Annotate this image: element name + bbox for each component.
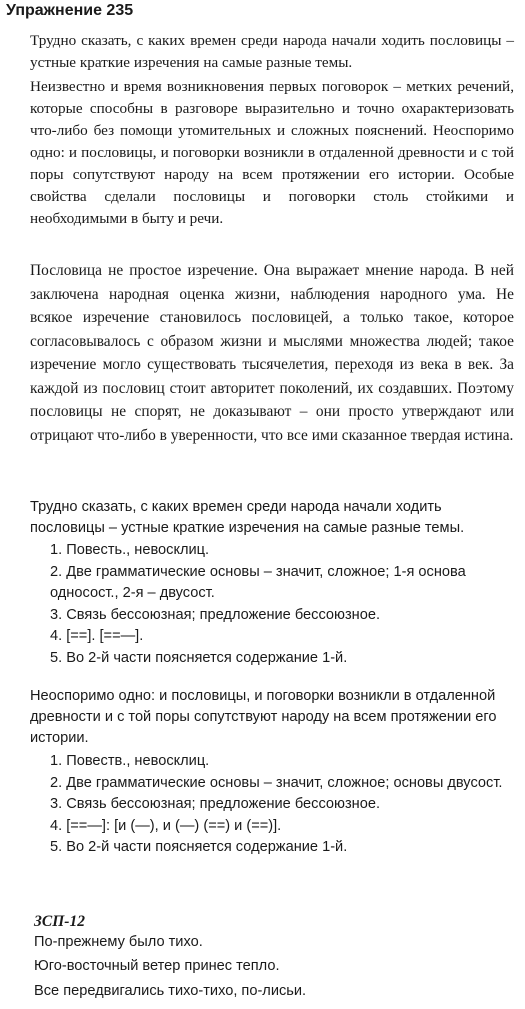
analysis-item: 5. Во 2-й части поясняется содержание 1-й. — [50, 649, 348, 666]
analysis-item: 2. Две грамматические основы – значит, сложное; 1-я основа односост., 2-я – двусост. — [50, 563, 466, 601]
analysis-item: 1. Повеств., невосклиц. — [50, 753, 210, 769]
zsp-example-3: Все передвигались тихо-тихо, по-лисьи. — [34, 983, 307, 999]
exercise-title: Упражнение 235 — [6, 2, 134, 19]
analysis-item: 1. Повесть., невосклиц. — [50, 542, 210, 558]
analysis-item: 4. [==—]: [и (—), и (—) (==) и (==)]. — [50, 817, 282, 834]
analysis-item: 5. Во 2-й части поясняется содержание 1-й. — [50, 839, 348, 855]
analysis-item: 4. [==]. [==—]. — [50, 628, 144, 644]
exercise-paragraph-2: Неизвестно и время возникновения первых поговорок – метких речений, которые способны в разговоре выразительно и точно охарактеризовать что-либо без помощи утомительных и сложных пояснений. Неоспоримо одно: и пословицы, и поговорки возникли в отдаленной древности и с той поры сопутствуют народу на всем протяжении его истории. Особые свойства сделали пословицы и поговорки столь стойкими и необходимыми в быту и речи. — [30, 78, 514, 227]
zsp-label: ЗСП-12 — [34, 913, 85, 930]
zsp-example-2: Юго-восточный ветер принес тепло. — [34, 958, 280, 974]
analysis-list-2 — [50, 751, 516, 859]
zsp-example-1: По-прежнему было тихо. — [34, 934, 203, 950]
exercise-paragraph-3: Пословица не простое изречение. Она выражает мнение народа. В ней заключена народная оценка жизни, наблюдения народного ума. Не всякое изречение становилось пословицей, а только такое, которое согласовывалось с образом жизни и мыслями множества людей; такое изречение могло существовать тысячелетия, переходя из века в век. За каждой из пословиц стоит авторитет поколений, их создавших. Поэтому пословицы не спорят, не доказывают – они просто утверждают или отрицают что-либо в уверенности, что все ими сказанное твердая истина. — [30, 262, 514, 444]
analysis-sentence-2: Неоспоримо одно: и пословицы, и поговорки возникли в отдаленной древности и с той поры сопутствуют народу на всем протяжении его истории. — [30, 688, 497, 746]
analysis-item: 3. Связь бессоюзная; предложение бессоюзное. — [50, 606, 381, 623]
analysis-list-1 — [50, 540, 516, 669]
analysis-sentence-1: Трудно сказать, с каких времен среди народа начали ходить пословицы – устные краткие изречения на самые разные темы. — [30, 499, 465, 536]
analysis-item: 3. Связь бессоюзная; предложение бессоюзное. — [50, 796, 381, 812]
analysis-item: 2. Две грамматические основы – значит, сложное; основы двусост. — [50, 774, 503, 791]
exercise-paragraph-1: Трудно сказать, с каких времен среди народа начали ходить пословицы – устные краткие изречения на самые разные темы. — [30, 32, 514, 71]
